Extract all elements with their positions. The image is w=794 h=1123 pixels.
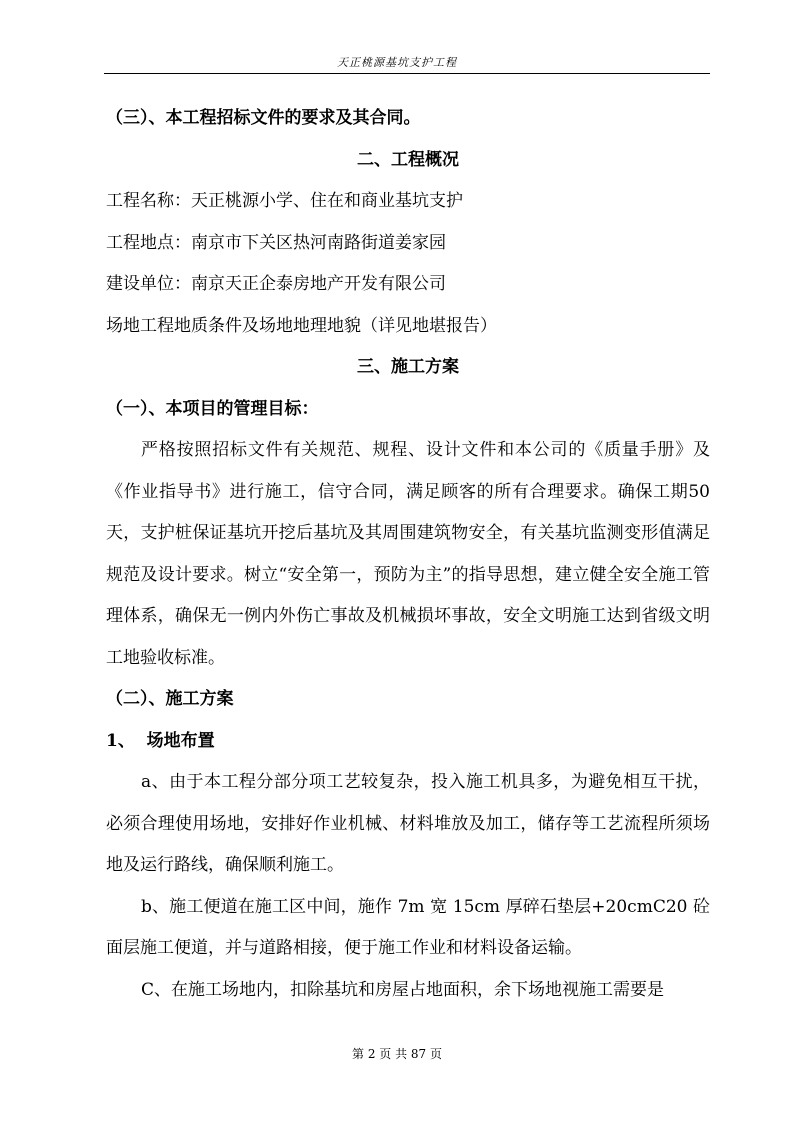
section-heading-construction-plan: （二）、施工方案 (106, 689, 234, 709)
running-header: 天正桃源基坑支护工程 (337, 56, 457, 69)
project-location-line: 工程地点：南京市下关区热河南路街道姜家园 (106, 232, 446, 253)
project-name-line: 工程名称：天正桃源小学、住在和商业基坑支护 (106, 191, 463, 211)
paragraph-a: a、由于本工程分部分项工艺较复杂，投入施工机具多，为避免相互干扰，必须合理使用场地，安排好作业机械、材料堆放及加工，储存等工艺流程所须场地及运行路线，确保顺利施工。 (106, 772, 710, 875)
document-body (106, 98, 710, 1011)
developer-line: 建设单位：南京天正企泰房地产开发有限公司 (106, 274, 446, 294)
section-heading-management-goals: （一）、本项目的管理目标： (106, 398, 319, 419)
item-heading-site-layout: 1、 场地布置 (106, 730, 215, 751)
header-divider (104, 73, 710, 74)
geology-line: 场地工程地质条件及场地地理地貌（详见地堪报告） (106, 315, 497, 336)
chapter-heading-construction-plan: 三、施工方案 (357, 357, 459, 377)
chapter-heading-project-overview: 二、工程概况 (357, 149, 459, 170)
page-number: 第 2 页 共 87 页 (352, 1047, 442, 1061)
paragraph-b: b、施工便道在施工区中间，施作 7m 宽 15cm 厚碎石垫层+20cmC20 砼面层施工便道，并与道路相接，便于施工作业和材料设备运输。 (106, 896, 710, 958)
paragraph-c: C、在施工场地内，扣除基坑和房屋占地面积，余下场地视施工需要是 (141, 979, 665, 1000)
section-heading-tender-requirements: （三）、本工程招标文件的要求及其合同。 (106, 108, 421, 128)
paragraph-management-goals: 严格按照招标文件有关规范、规程、设计文件和本公司的《质量手册》及《作业指导书》进行施工，信守合同，满足顾客的所有合理要求。确保工期50天，支护桩保证基坑开挖后基坑及其周围建筑物安全，有关基坑监测变形值满足规范及设计要求。树立“安全第一，预防为主”的指导思想，建立健全安全施工管理体系，确保无一例内外伤亡事故及机械损坏事故，安全文明施工达到省级文明工地验收标准。 (106, 440, 710, 668)
